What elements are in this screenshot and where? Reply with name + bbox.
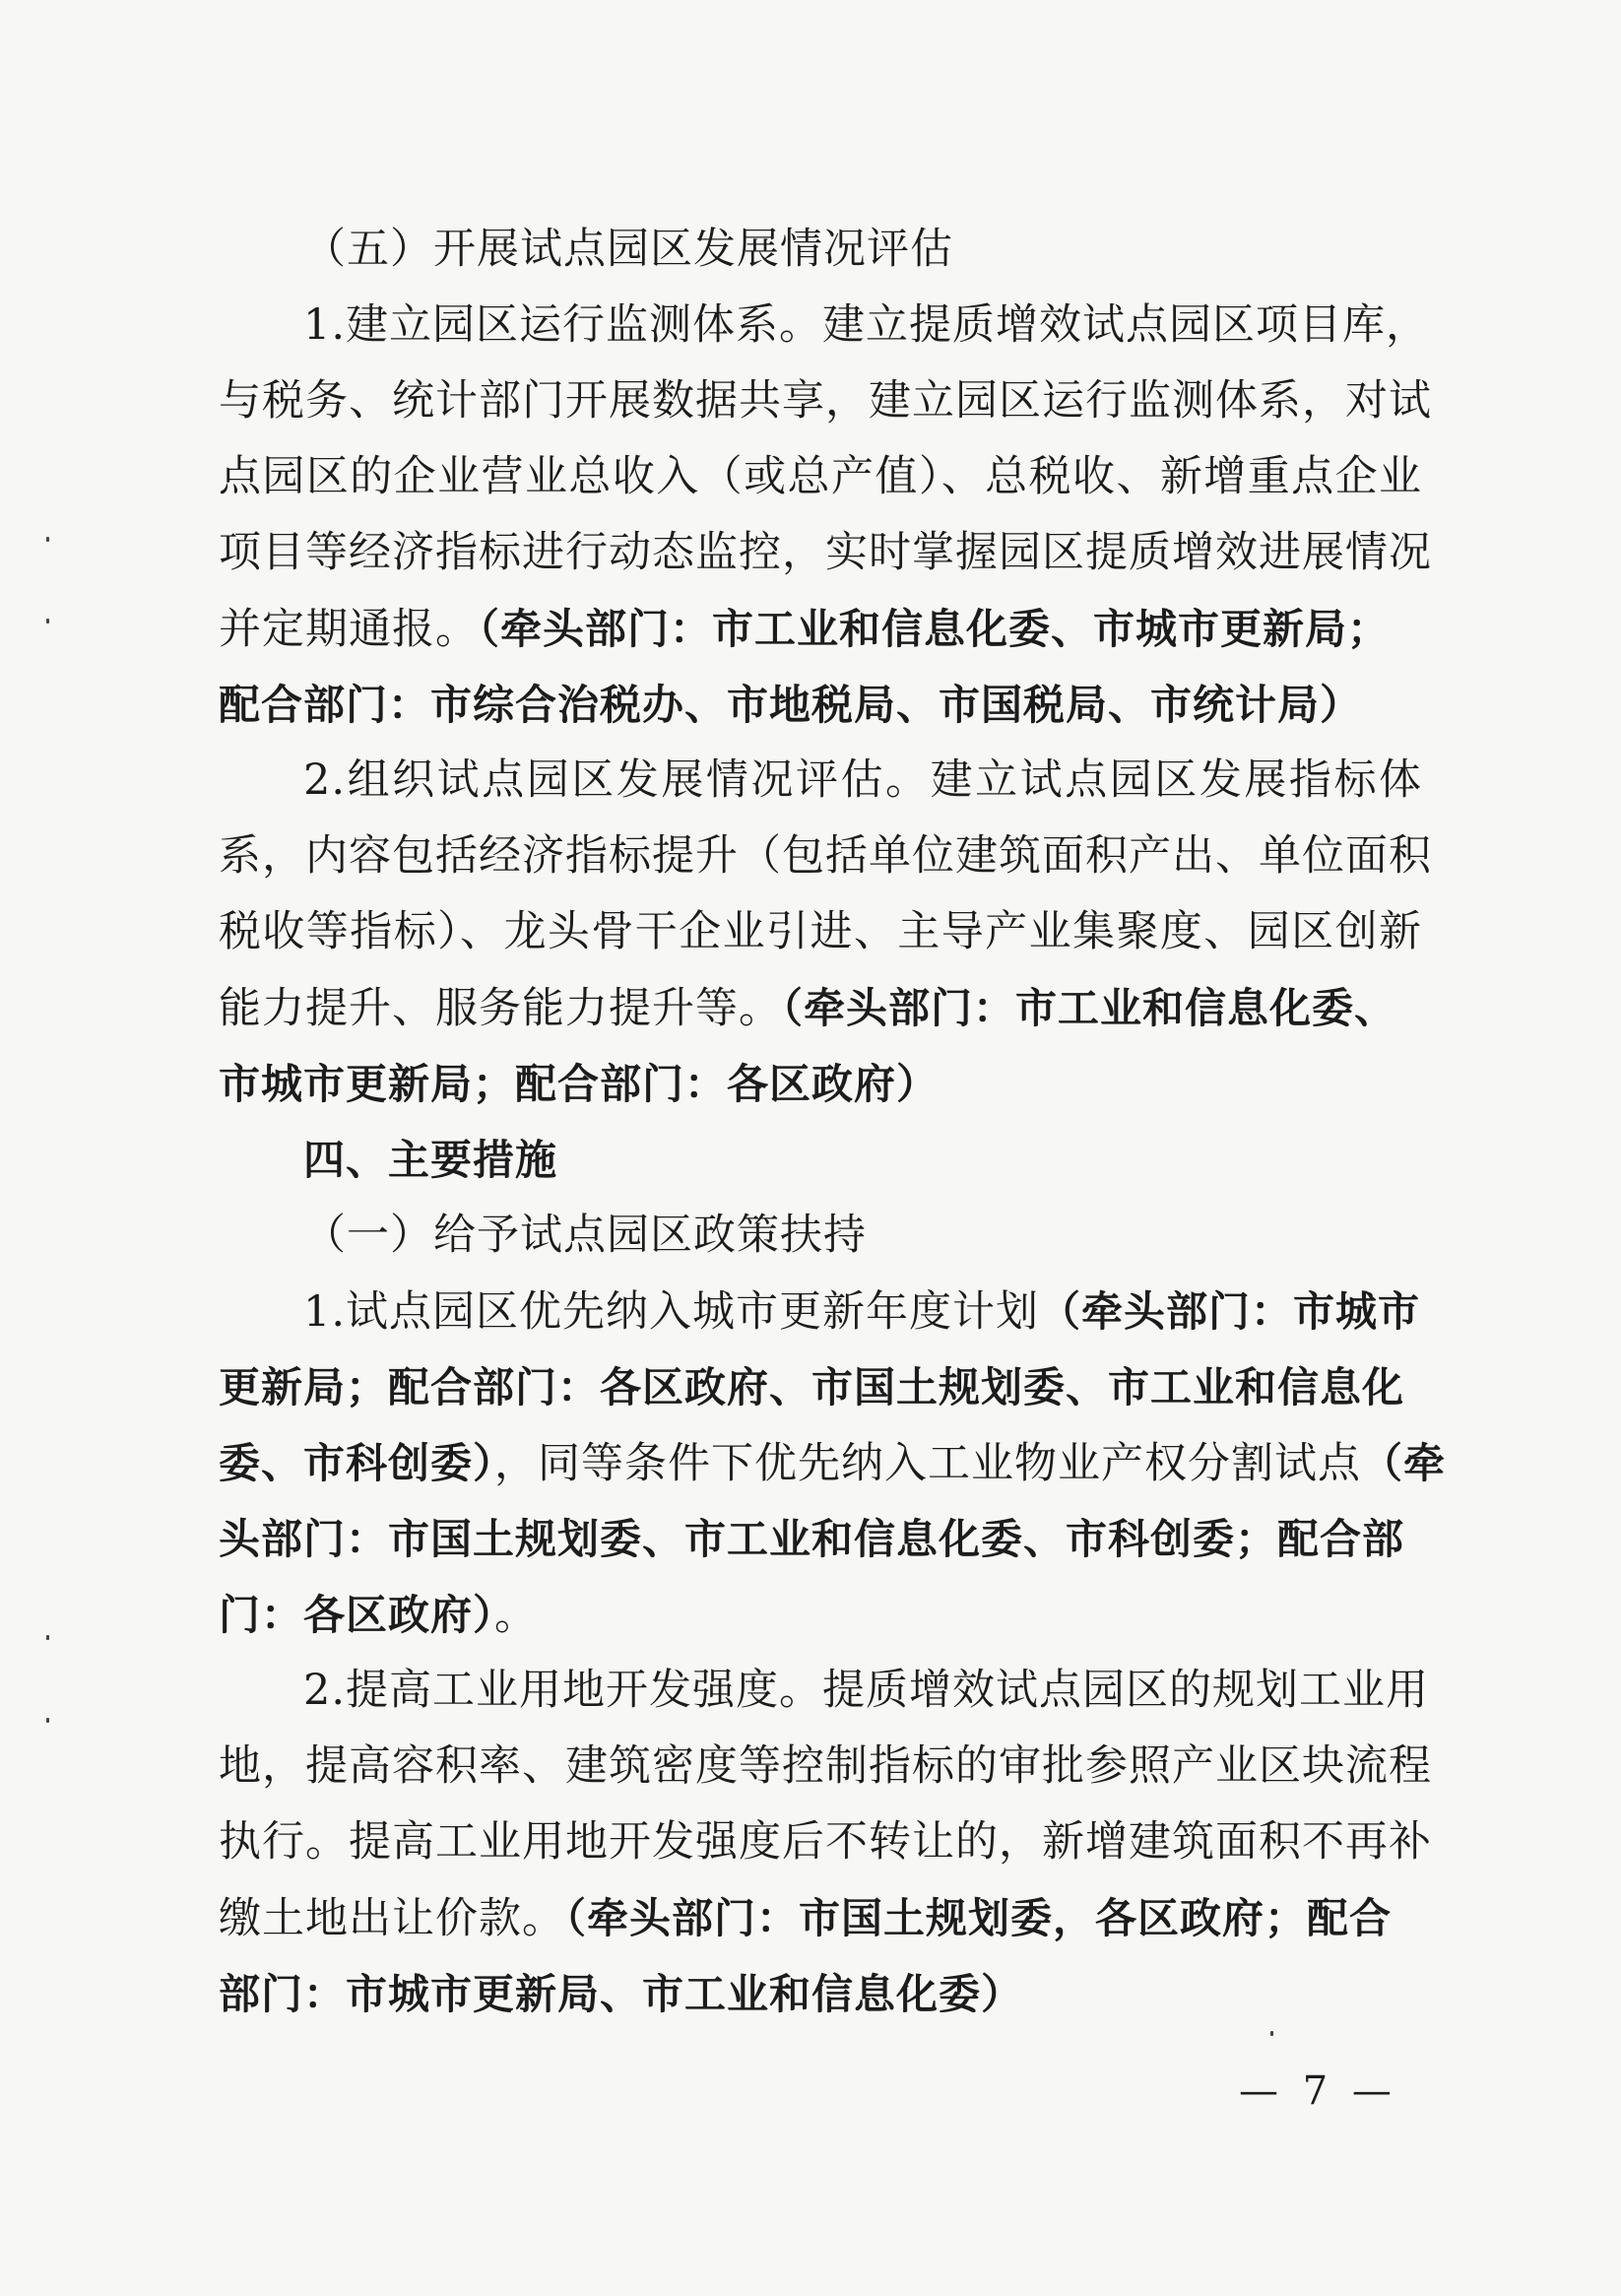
responsible-department — [219, 1956, 1422, 2032]
paragraph-line — [219, 439, 1422, 515]
paragraph-line — [219, 894, 1422, 970]
paragraph-line — [219, 970, 1422, 1046]
binding-mark — [46, 1635, 49, 1640]
binding-mark — [46, 1718, 49, 1723]
binding-mark — [46, 537, 49, 542]
line-text: 市城市更新局；配合部门：各区政府） — [219, 1060, 940, 1108]
line-text: （一）给予试点园区政策扶持 — [303, 1211, 867, 1260]
line-text: 2.提高工业用地开发强度。提质增效试点园区的规划工业用 — [303, 1666, 1430, 1715]
responsible-department: （牵头部门：市工业和信息化委、 — [782, 984, 1397, 1032]
paragraph-line — [219, 1425, 1447, 1501]
line-text: 并定期通报。 — [219, 605, 479, 654]
section-heading-4 — [219, 1122, 1422, 1198]
paragraph-line — [219, 1729, 1432, 1804]
document-body — [219, 212, 1447, 2032]
line-text: 配合部门：市综合治税办、市地税局、市国税局、市统计局） — [219, 681, 1363, 729]
line-text: 更新局；配合部门：各区政府、市国土规划委、市工业和信息化 — [219, 1363, 1405, 1411]
line-text: 2.组织试点园区发展情况评估。建立试点园区发展指标体 — [303, 755, 1422, 805]
line-text: 地，提高容积率、建筑密度等控制指标的审批参照产业区块流程 — [219, 1741, 1432, 1791]
line-text: 缴土地出让价款。 — [219, 1894, 565, 1943]
line-text: 头部门：市国土规划委、市工业和信息化委、市科创委；配合部 — [219, 1515, 1405, 1563]
line-text: 点园区的企业营业总收入（或总产值）、总税收、新增重点企业 — [219, 452, 1422, 501]
responsible-department — [219, 1046, 1422, 1122]
binding-mark — [46, 619, 49, 623]
paragraph-line — [219, 1804, 1432, 1880]
responsible-department: （牵头部门：市城市 — [1039, 1287, 1421, 1336]
paragraph-line — [219, 1577, 1422, 1653]
page-number: — 7 — — [1239, 2068, 1397, 2114]
line-text: 1.建立园区运行监测体系。建立提质增效试点园区项目库， — [303, 300, 1430, 350]
paragraph-line — [219, 591, 1422, 667]
line-text: 项目等经济指标进行动态监控，实时掌握园区提质增效进展情况 — [219, 528, 1432, 577]
line-text: 1.试点园区优先纳入城市更新年度计划 — [303, 1287, 1040, 1337]
responsible-department — [219, 1501, 1422, 1577]
line-text: 四、主要措施 — [303, 1136, 558, 1184]
responsible-department: 门：各区政府） — [219, 1591, 495, 1639]
line-text: （五）开展试点园区发展情况评估 — [303, 225, 953, 274]
section-heading-5 — [219, 212, 1422, 288]
section-heading-4-1 — [219, 1198, 1422, 1274]
line-text: 执行。提高工业用地开发强度后不转让的，新增建筑面积不再补 — [219, 1817, 1432, 1867]
line-text: 税收等指标）、龙头骨干企业引进、主导产业集聚度、园区创新 — [219, 907, 1422, 956]
responsible-department — [219, 1349, 1422, 1425]
paragraph-line — [219, 288, 1430, 363]
line-text: 系，内容包括经济指标提升（包括单位建筑面积产出、单位面积 — [219, 831, 1432, 881]
responsible-department — [219, 667, 1422, 743]
paragraph-line — [219, 515, 1432, 591]
paragraph-line — [219, 819, 1432, 894]
paragraph-line — [219, 1880, 1422, 1956]
line-text: 与税务、统计部门开展数据共享，建立园区运行监测体系，对试 — [219, 376, 1432, 426]
responsible-department: （牵头部门：市工业和信息化委、市城市更新局； — [479, 605, 1391, 653]
paragraph-line — [219, 363, 1432, 439]
paragraph-line — [219, 1274, 1422, 1349]
line-text: 部门：市城市更新局、市工业和信息化委） — [219, 1970, 1024, 2018]
line-text: 。 — [494, 1591, 539, 1640]
responsible-department: （牵 — [1361, 1439, 1447, 1487]
paragraph-line — [219, 743, 1422, 819]
responsible-department: （牵头部门：市国土规划委，各区政府；配合 — [565, 1894, 1393, 1942]
line-text: 能力提升、服务能力提升等。 — [219, 984, 782, 1033]
line-text: ，同等条件下优先纳入工业物业产权分割试点 — [494, 1439, 1362, 1488]
paragraph-line — [219, 1653, 1430, 1729]
responsible-department: 委、市科创委） — [219, 1439, 495, 1487]
